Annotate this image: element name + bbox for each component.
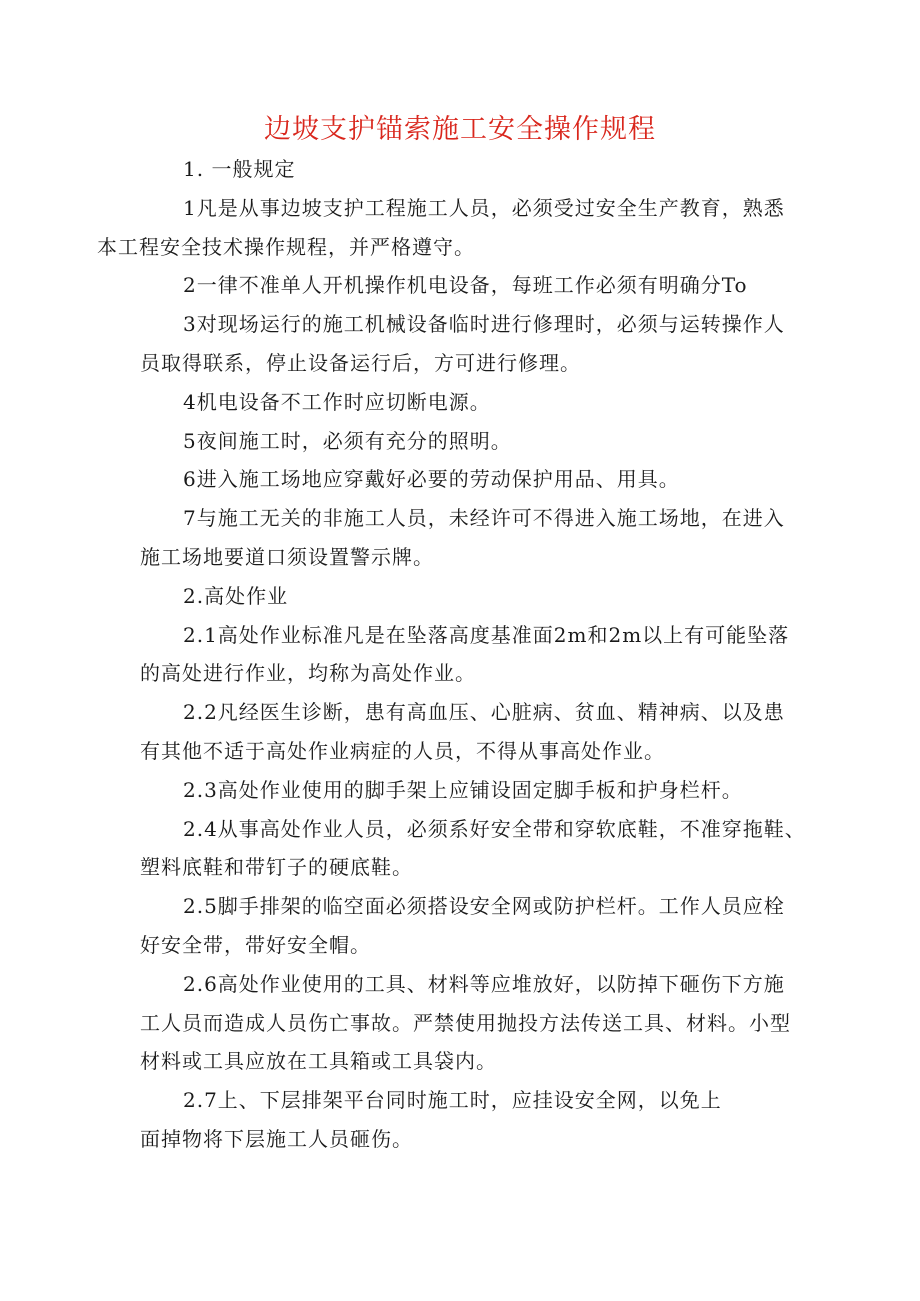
text-line: 员取得联系，停止设备运行后，方可进行修理。: [140, 350, 581, 375]
paragraph: [140, 887, 820, 965]
paragraph: [140, 616, 820, 694]
text-line: 本工程安全技术操作规程，并严格遵守。: [97, 234, 475, 259]
paragraph: [140, 771, 820, 810]
text-line: 7与施工无关的非施工人员，未经许可不得进入施工场地，在进入: [183, 506, 785, 531]
paragraph: [140, 422, 820, 461]
text-line: 2.1高处作业标准凡是在坠落高度基准面2m和2m以上有可能坠落: [183, 622, 790, 647]
text-line: 6进入施工场地应穿戴好必要的劳动保护用品、用具。: [183, 467, 680, 492]
paragraph: [140, 150, 820, 189]
text-line: 施工场地要道口须设置警示牌。: [140, 544, 434, 569]
text-line: 2.高处作业: [183, 583, 289, 608]
paragraph: [140, 305, 820, 383]
text-line: 有其他不适于高处作业病症的人员，不得从事高处作业。: [140, 738, 665, 763]
text-line: 5夜间施工时，必须有充分的照明。: [183, 428, 512, 453]
text-line: 3对现场运行的施工机械设备临时进行修理时，必须与运转操作人: [183, 312, 785, 337]
text-line: 2.7上、下层排架平台同时施工时，应挂设安全网，以免上: [183, 1088, 722, 1113]
text-line: 2.5脚手排架的临空面必须搭设安全网或防护栏杆。工作人员应栓: [183, 894, 785, 919]
paragraph: [140, 499, 820, 577]
text-line: 好安全带，带好安全帽。: [140, 932, 371, 957]
paragraph: [140, 810, 820, 888]
text-line: 塑料底鞋和带钉子的硬底鞋。: [140, 855, 413, 880]
paragraph: [140, 460, 820, 499]
text-line: 2.2凡经医生诊断，患有高血压、心脏病、贫血、精神病、以及患: [183, 700, 785, 725]
document-title: 边坡支护锚索施工安全操作规程: [264, 114, 656, 145]
text-line: 的高处进行作业，均称为高处作业。: [140, 661, 476, 686]
paragraph: [140, 965, 820, 1081]
text-line: 2.6高处作业使用的工具、材料等应堆放好，以防掉下砸伤下方施: [183, 971, 785, 996]
paragraph: [140, 693, 820, 771]
text-line: 材料或工具应放在工具箱或工具袋内。: [140, 1049, 497, 1074]
text-line: 1凡是从事边坡支护工程施工人员，必须受过安全生产教育，熟悉: [183, 195, 785, 220]
text-line: 2一律不准单人开机操作机电设备，每班工作必须有明确分To: [183, 273, 748, 298]
document-body: [97, 150, 820, 1159]
paragraph: [140, 1081, 820, 1159]
paragraph: [97, 189, 820, 267]
text-line: 面掉物将下层施工人员砸伤。: [140, 1126, 413, 1151]
paragraph: [140, 266, 820, 305]
text-line: 2.4从事高处作业人员，必须系好安全带和穿软底鞋，不准穿拖鞋、: [183, 816, 806, 841]
text-line: 2.3高处作业使用的脚手架上应铺设固定脚手板和护身栏杆。: [183, 777, 743, 802]
text-line: 1. 一般规定: [183, 157, 296, 181]
paragraph: [140, 577, 820, 616]
text-line: 4机电设备不工作时应切断电源。: [183, 389, 491, 414]
text-line: 工人员而造成人员伤亡事故。严禁使用抛投方法传送工具、材料。小型: [140, 1010, 791, 1035]
paragraph: [140, 383, 820, 422]
